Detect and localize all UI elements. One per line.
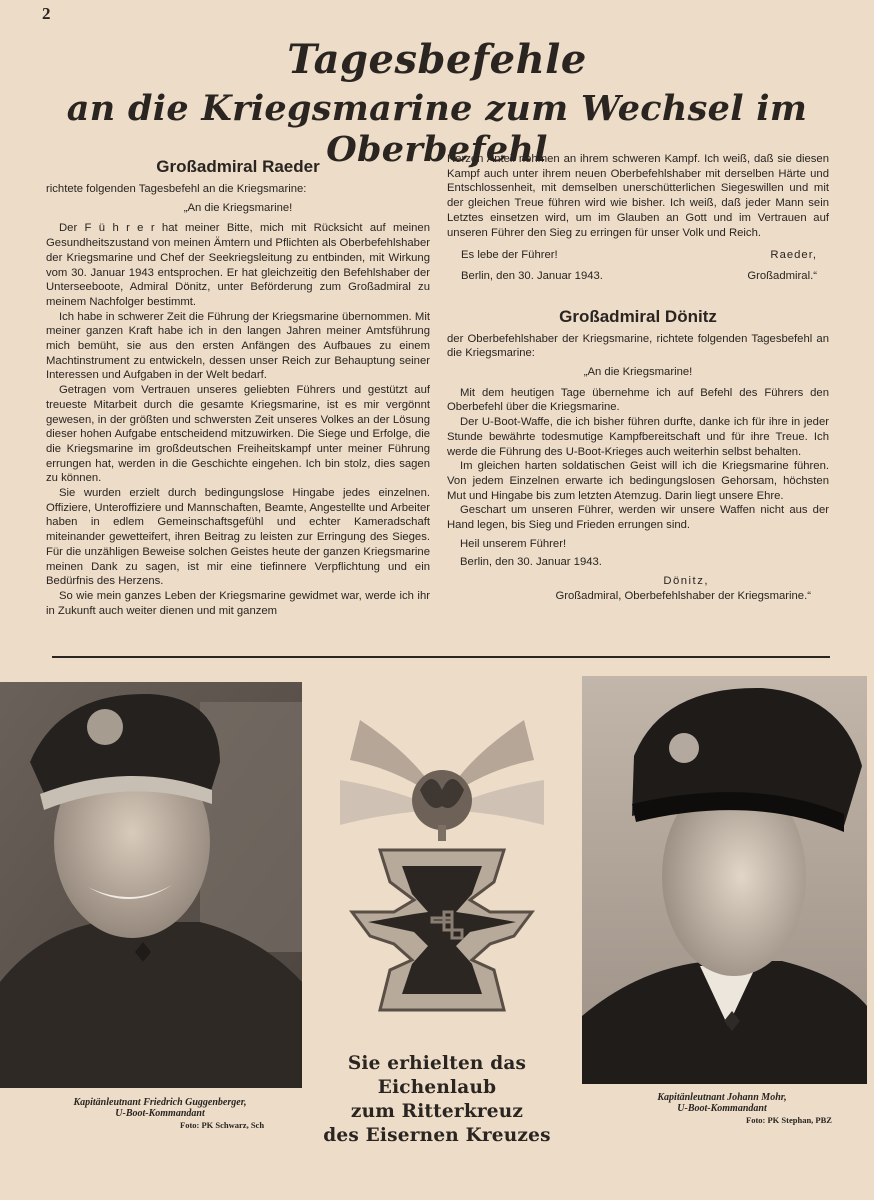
raeder-paragraph: Getragen vom Vertrauen unseres geliebten Führers und gestützt auf treueste Mitarbeit durch die gesamte Kriegsmarine, ist es mir vergönnt gewesen, in der größten und schwersten Zeit unseres Volkes an der Lösung dieser hohen Aufgabe entscheidend mitzuwirken. Die Siege und Erfolge, die die Kriegsmarine im großdeutschen Freiheitskampf unter meiner Führung errungen hat, werden in die Geschichte eingehen. Ich bin stolz, dies sagen zu können.: [46, 384, 430, 485]
caption-guggenberger: [20, 1097, 300, 1119]
credit-mohr: Foto: PK Stephan, PBZ: [746, 1115, 832, 1125]
raeder-column: [46, 154, 430, 618]
caption-mohr-line1: Kapitänleutnant Johann Mohr,: [657, 1092, 787, 1103]
raeder-intro: richtete folgenden Tagesbefehl an die Kriegsmarine:: [46, 183, 307, 195]
doenitz-place-date: Berlin, den 30. Januar 1943.: [460, 556, 602, 569]
award-line3: des Eisernen Kreuzes: [323, 1125, 551, 1146]
raeder-continuation: Herzen Anteil nehmen an ihrem schweren Kampf. Ich weiß, daß sie diesen Kampf auch unter ihrem neuen Oberbefehlshaber mit derselben Härte und Entschlossenheit, mit demselben unerschütterlichen Siegeswillen und mit der gleichen Treue führen wird wie bisher. Ich weiß, daß jeder Mann sein Letztes einsetzen wird, um im Glauben an Gott und im Vertrauen auf unseren Führer den Sieg zu erringen für unser Volk und Reich.: [447, 153, 829, 239]
raeder-sign-row1: [447, 248, 829, 263]
page-number: 2: [42, 4, 51, 23]
award-line2: zum Ritterkreuz: [350, 1101, 524, 1122]
doenitz-closing: Heil unserem Führer!: [460, 537, 567, 550]
section-divider: [52, 656, 830, 658]
portrait-mohr-image: [582, 676, 867, 1084]
raeder-paragraph: Der F ü h r e r hat meiner Bitte, mich mit Rücksicht auf meinen Gesundheitszustand von meinen Ämtern und Pflichten als Oberbefehlshaber der Kriegsmarine und Chef der Seekriegsleitung zu entbinden, mit Wirkung vom 30. Januar 1943 entsprochen. Er hat gleichzeitig den Befehlshaber der Unterseeboote, Admiral Dönitz, unter Beförderung zum Großadmiral zu meinem Nachfolger bestimmt.: [46, 222, 430, 308]
caption-mohr-line2: U-Boot-Kommandant: [677, 1103, 767, 1114]
portrait-guggenberger-image: [0, 682, 302, 1088]
raeder-signature-rank: Großadmiral.“: [747, 269, 817, 282]
raeder-signature-name: Raeder,: [770, 249, 817, 262]
doenitz-paragraph: Der U-Boot-Waffe, die ich bisher führen durfte, danke ich für ihre in jeder Stunde bewährte todesmutige Kampfbereitschaft und für ihre Treue. Ich werde die Führung des U-Boot-Krieges auch weiterhin selbst behalten.: [447, 416, 829, 458]
doenitz-paragraph: Mit dem heutigen Tage übernehme ich auf Befehl des Führers den Oberbefehl über die Kriegsmarine.: [447, 386, 829, 414]
raeder-paragraph: Ich habe in schwerer Zeit die Führung der Kriegsmarine übernommen. Mit meiner ganzen Kraft habe ich in den langen Jahren meiner Amtsführung mich bemüht, sie aus den ersten Anfängen des Aufbaues zu einem Machtinstrument zu entwickeln, dessen unser Reich zur Behauptung seiner Interessen und Aufgaben in der Welt bedarf.: [46, 310, 430, 382]
raeder-closing: Es lebe der Führer!: [461, 249, 558, 262]
raeder-heading: Großadmiral Raeder: [156, 157, 320, 176]
caption-guggenberger-line2: U-Boot-Kommandant: [115, 1108, 205, 1119]
raeder-sign-row2: [447, 269, 829, 284]
doenitz-signature-rank: Großadmiral, Oberbefehlshaber der Kriegsmarine.“: [555, 589, 811, 602]
raeder-place-date: Berlin, den 30. Januar 1943.: [461, 269, 603, 282]
caption-mohr: [612, 1092, 832, 1114]
doenitz-heading: Großadmiral Dönitz: [559, 306, 717, 326]
raeder-paragraph: Sie wurden erzielt durch bedingungslose Hingabe jedes einzelnen. Offiziere, Unteroffiziere und Mannschaften, Beamte, Angestellte und Arbeiter haben in edlem Gemeinschaftsgefühl und echter Kameradschaft miteinander gewetteifert, ihren Beitrag zu leisten zur Erringung des Sieges. Für die unzähligen Beweise solchen Geistes heute der ganzen Kriegsmarine meinen Dank zu sagen, ist mir eine tiefinnere Verpflichtung und ein Bedürfnis des Herzens.: [46, 487, 430, 588]
caption-guggenberger-line1: Kapitänleutnant Friedrich Guggenberger,: [73, 1097, 247, 1108]
knights-cross-oak-leaves-image: [340, 700, 544, 1040]
page-title-line1: Tagesbefehle: [287, 36, 587, 83]
doenitz-paragraph: Geschart um unseren Führer, werden wir unsere Waffen nicht aus der Hand legen, bis Sieg und Frieden errungen sind.: [447, 504, 829, 532]
portrait-photo-guggenberger: [0, 682, 302, 1088]
raeder-paragraph: So wie mein ganzes Leben der Kriegsmarine gewidmet war, werde ich ihr in Zukunft auch weiter dienen und mit ganzem: [46, 589, 430, 617]
page-title-line2: an die Kriegsmarine zum Wechsel im Oberbefehl: [66, 88, 808, 170]
doenitz-signature-name: Dönitz,: [663, 575, 709, 588]
doenitz-salutation: „An die Kriegsmarine!: [583, 366, 693, 379]
doenitz-paragraph: Im gleichen harten soldatischen Geist will ich die Kriegsmarine führen. Von jedem Einzelnen erwarte ich bedingungslosen Gehorsam, höchsten Mut und Hingabe bis zum letzten Atemzug. Darin liegt unsere Ehre.: [447, 460, 829, 502]
portrait-photo-mohr: [582, 676, 867, 1084]
right-column: [447, 152, 829, 604]
doenitz-intro: der Oberbefehlshaber der Kriegsmarine, richtete folgenden Tagesbefehl an die Kriegsmarine:: [447, 332, 829, 360]
award-text: [300, 1052, 574, 1148]
award-line1: Sie erhielten das Eichenlaub: [347, 1053, 527, 1098]
credit-guggenberger: Foto: PK Schwarz, Sch: [180, 1120, 265, 1130]
raeder-salutation: „An die Kriegsmarine!: [183, 201, 293, 214]
